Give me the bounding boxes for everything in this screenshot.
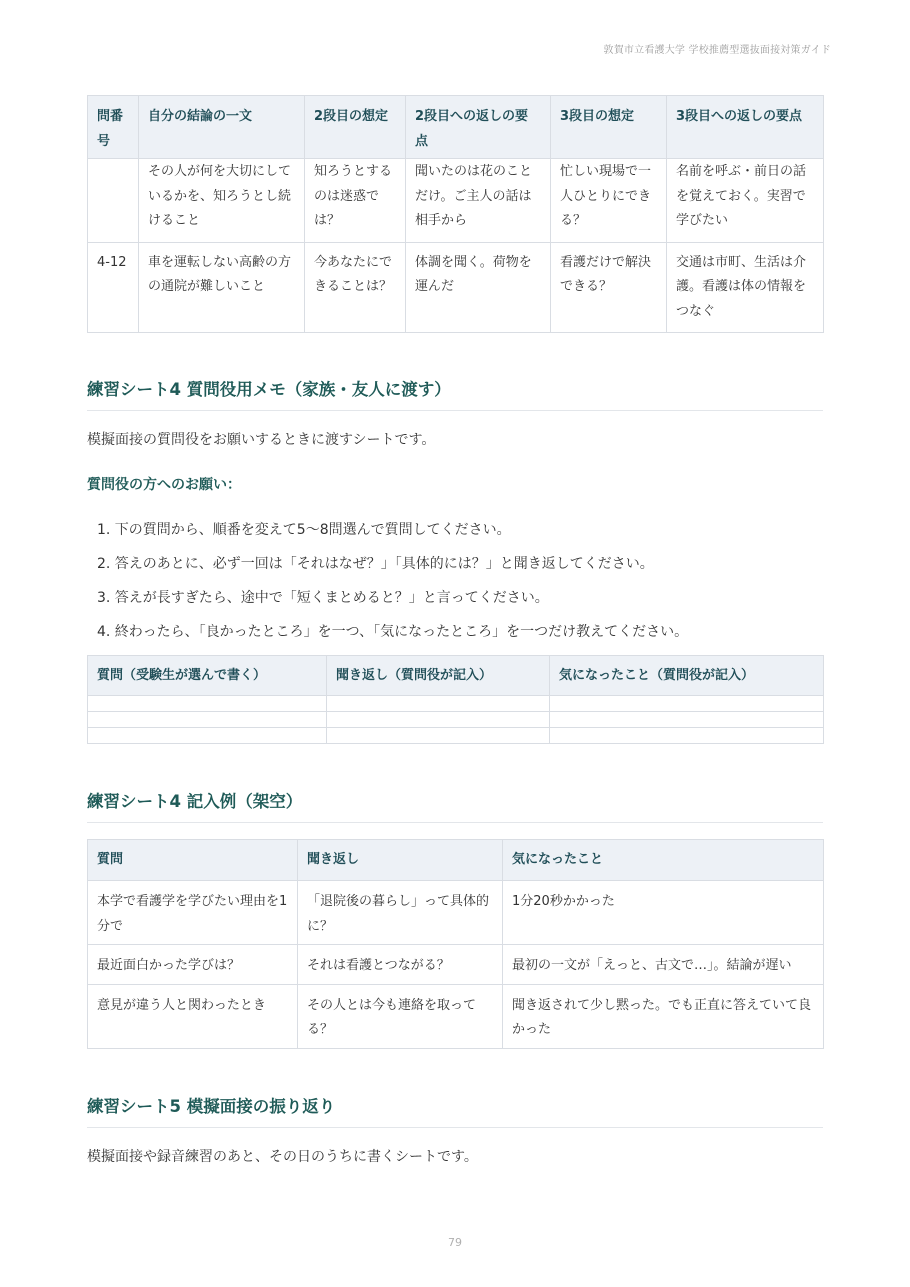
blank-cell[interactable] (327, 728, 550, 744)
request-list (87, 519, 823, 643)
table-header-row (88, 840, 824, 881)
table-header-row (88, 96, 824, 159)
blank-cell[interactable] (327, 712, 550, 728)
answer-plan-table (87, 95, 824, 333)
column-header: 気になったこと (503, 840, 824, 881)
table-cell: 今あなたにできることは？ (305, 242, 406, 333)
blank-cell[interactable] (88, 712, 327, 728)
section-title-example: 練習シート4 記入例（架空） (87, 788, 823, 823)
section-title-memo: 練習シート4 質問役用メモ（家族・友人に渡す） (87, 376, 823, 411)
table-cell: 最近面白かった学びは？ (88, 945, 298, 985)
table-cell: 「退院後の暮らし」って具体的に？ (298, 881, 503, 945)
table-row (88, 696, 824, 712)
table-cell: 1分20秒かかった (503, 881, 824, 945)
section-title-review: 練習シート5 模擬面接の振り返り (87, 1093, 823, 1128)
running-header: 敦賀市立看護大学 学校推薦型選抜面接対策ガイド (603, 45, 831, 56)
table-cell: 聞き返されて少し黙った。でも正直に答えていて良かった (503, 984, 824, 1048)
table-row (88, 945, 824, 985)
table-cell: 本学で看護学を学びたい理由を1分で (88, 881, 298, 945)
list-item: 4. 終わったら、「良かったところ」を一つ、「気になったところ」を一つだけ教えてください。 (97, 624, 689, 640)
column-header: 聞き返し（質問役が記入） (327, 656, 550, 696)
memo-subhead: 質問役の方へのお願い： (87, 477, 241, 493)
column-header: 質問（受験生が選んで書く） (88, 656, 327, 696)
column-header: 気になったこと（質問役が記入） (550, 656, 824, 696)
table-cell: 聞いたのは花のことだけ。ご主人の話は相手から (406, 159, 551, 243)
table-row (88, 712, 824, 728)
column-header: 3段目への返しの要点 (667, 96, 824, 159)
blank-cell[interactable] (550, 696, 824, 712)
memo-blank-table (87, 655, 824, 744)
table-row (88, 159, 824, 243)
table-cell: 最初の一文が「えっと、古文で…」。結論が遅い (503, 945, 824, 985)
column-header: 2段目の想定 (305, 96, 406, 159)
table-row (88, 242, 824, 333)
table-cell: 名前を呼ぶ・前日の話を覚えておく。実習で学びたい (667, 159, 824, 243)
table-cell: 知ろうとするのは迷惑では？ (305, 159, 406, 243)
blank-cell[interactable] (88, 728, 327, 744)
column-header: 自分の結論の一文 (139, 96, 305, 159)
page-content (87, 95, 823, 1168)
blank-cell[interactable] (88, 696, 327, 712)
memo-intro: 模擬面接の質問役をお願いするときに渡すシートです。 (87, 432, 436, 448)
example-table (87, 839, 824, 1049)
column-header: 聞き返し (298, 840, 503, 881)
column-header: 質問 (88, 840, 298, 881)
table-cell: それは看護とつながる？ (298, 945, 503, 985)
list-item: 1. 下の質問から、順番を変えて5〜8問選んで質問してください。 (97, 522, 511, 538)
table-cell (88, 159, 139, 243)
table-header-row (88, 656, 824, 696)
table-cell: 4-12 (88, 242, 139, 333)
column-header: 2段目への返しの要点 (406, 96, 551, 159)
table-row (88, 881, 824, 945)
blank-cell[interactable] (550, 728, 824, 744)
column-header: 3段目の想定 (551, 96, 667, 159)
table-cell: 看護だけで解決できる？ (551, 242, 667, 333)
table-cell: 忙しい現場で一人ひとりにできる？ (551, 159, 667, 243)
page-number: 79 (448, 1236, 462, 1249)
list-item: 3. 答えが長すぎたら、途中で「短くまとめると？」と言ってください。 (97, 590, 549, 606)
list-item: 2. 答えのあとに、必ず一回は「それはなぜ？」「具体的には？」と聞き返してください。 (97, 556, 654, 572)
table-cell: 車を運転しない高齢の方の通院が難しいこと (139, 242, 305, 333)
blank-cell[interactable] (550, 712, 824, 728)
table-cell: 体調を聞く。荷物を運んだ (406, 242, 551, 333)
blank-cell[interactable] (327, 696, 550, 712)
table-row (88, 984, 824, 1048)
table-row (88, 728, 824, 744)
table-cell: その人とは今も連絡を取ってる？ (298, 984, 503, 1048)
table-cell: その人が何を大切にしているかを、知ろうとし続けること (139, 159, 305, 243)
review-intro: 模擬面接や録音練習のあと、その日のうちに書くシートです。 (87, 1148, 478, 1165)
table-cell: 意見が違う人と関わったとき (88, 984, 298, 1048)
column-header: 問番号 (88, 96, 139, 159)
table-cell: 交通は市町、生活は介護。看護は体の情報をつなぐ (667, 242, 824, 333)
